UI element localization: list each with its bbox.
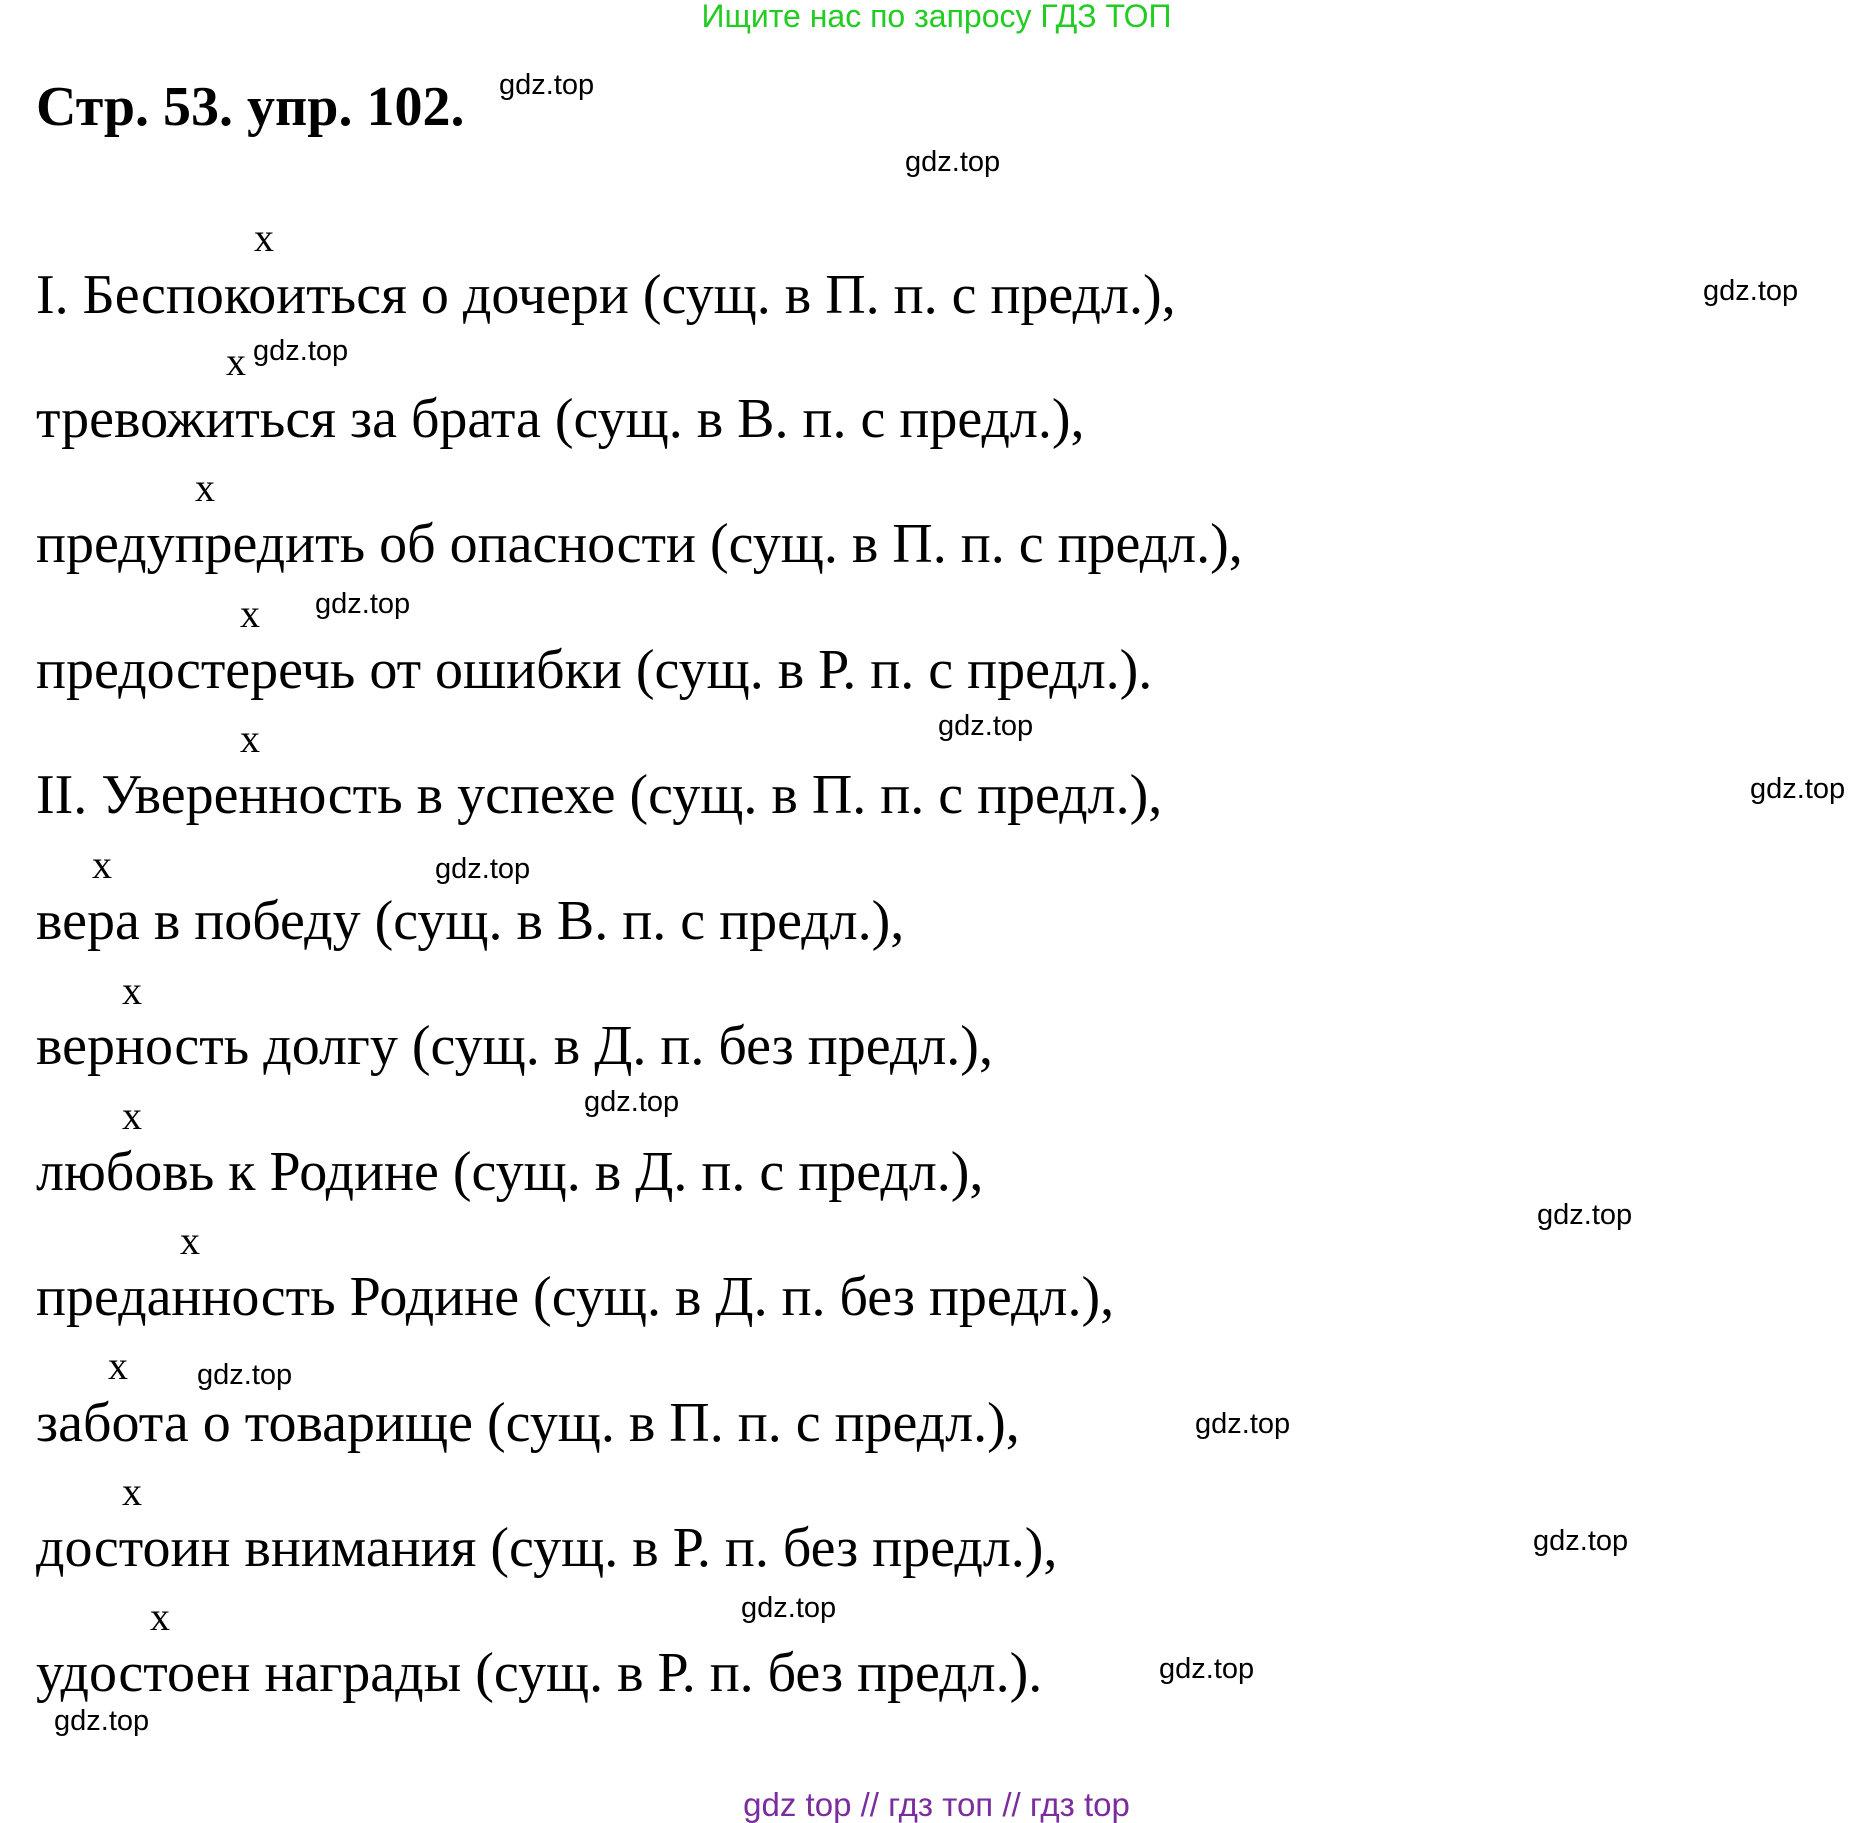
- watermark: gdz.top: [54, 1705, 150, 1737]
- main-word-mark: x: [240, 716, 260, 761]
- main-word-mark: x: [150, 1594, 170, 1639]
- main-word-mark: x: [195, 465, 215, 510]
- main-word-mark: x: [122, 1469, 142, 1514]
- watermark: gdz.top: [499, 69, 595, 101]
- exercise-line-2: тревожиться за брата (сущ. в В. п. с предл.),: [36, 388, 1085, 450]
- watermark: gdz.top: [435, 853, 531, 885]
- top-banner: Ищите нас по запросу ГДЗ ТОП: [701, 0, 1172, 34]
- main-word-mark: x: [226, 339, 246, 384]
- exercise-line-1: I. Беспокоиться о дочери (сущ. в П. п. с предл.),: [36, 264, 1176, 326]
- watermark: gdz.top: [197, 1359, 293, 1391]
- footer-watermark: gdz top // гдз топ // гдз top: [743, 1786, 1130, 1823]
- page-title: Стр. 53. упр. 102.: [36, 76, 465, 138]
- main-word-mark: x: [254, 215, 274, 260]
- watermark: gdz.top: [938, 710, 1034, 742]
- exercise-line-12: удостоен награды (сущ. в Р. п. без предл.).: [36, 1642, 1043, 1704]
- watermark: gdz.top: [905, 146, 1001, 178]
- exercise-line-10: забота о товарище (сущ. в П. п. с предл.),: [36, 1392, 1020, 1454]
- watermark: gdz.top: [1537, 1199, 1633, 1231]
- main-word-mark: x: [180, 1218, 200, 1263]
- exercise-line-6: вера в победу (сущ. в В. п. с предл.),: [36, 890, 905, 952]
- exercise-line-4: предостеречь от ошибки (сущ. в Р. п. с предл.).: [36, 639, 1153, 701]
- exercise-line-5: II. Уверенность в успехе (сущ. в П. п. с предл.),: [36, 764, 1163, 826]
- watermark: gdz.top: [741, 1592, 837, 1624]
- main-word-mark: x: [122, 1093, 142, 1138]
- watermark: gdz.top: [1195, 1408, 1291, 1440]
- watermark: gdz.top: [1703, 275, 1799, 307]
- main-word-mark: x: [92, 842, 112, 887]
- exercise-line-3: предупредить об опасности (сущ. в П. п. с предл.),: [36, 513, 1243, 575]
- watermark: gdz.top: [1750, 773, 1846, 805]
- watermark: gdz.top: [1159, 1653, 1255, 1685]
- watermark: gdz.top: [315, 588, 411, 620]
- watermark: gdz.top: [253, 335, 349, 367]
- exercise-line-8: любовь к Родине (сущ. в Д. п. с предл.),: [36, 1141, 984, 1203]
- exercise-line-9: преданность Родине (сущ. в Д. п. без предл.),: [36, 1266, 1115, 1328]
- main-word-mark: x: [240, 591, 260, 636]
- watermark: gdz.top: [584, 1086, 680, 1118]
- exercise-line-7: верность долгу (сущ. в Д. п. без предл.),: [36, 1015, 993, 1077]
- watermark: gdz.top: [1533, 1525, 1629, 1557]
- exercise-line-11: достоин внимания (сущ. в Р. п. без предл.),: [36, 1517, 1058, 1579]
- main-word-mark: x: [122, 968, 142, 1013]
- main-word-mark: x: [108, 1343, 128, 1388]
